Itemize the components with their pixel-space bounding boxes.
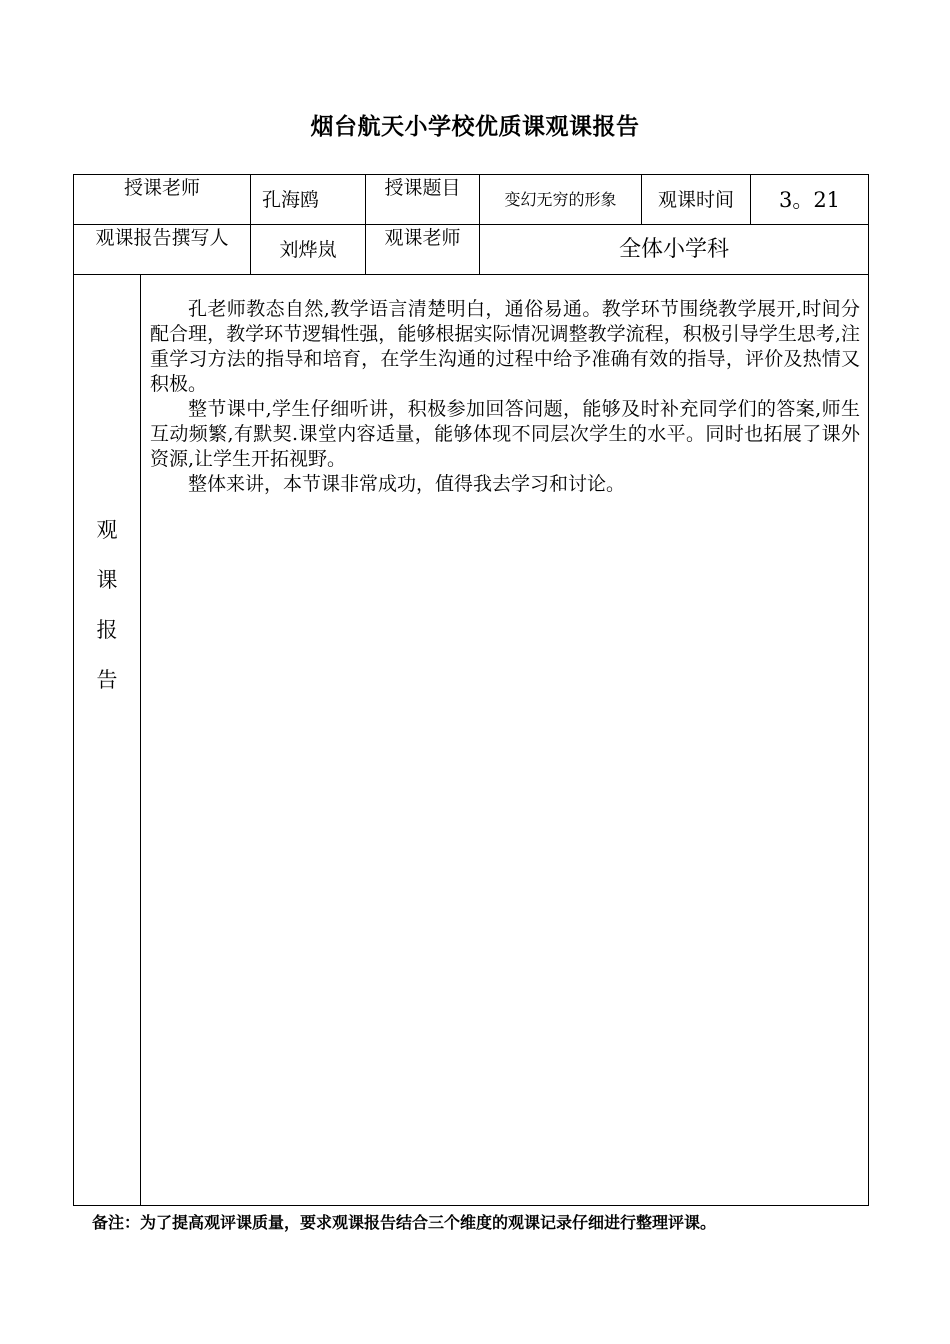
report-label-char: 观 [96,518,118,542]
writer-value: 刘烨岚 [279,239,337,261]
report-paragraph: 整体来讲，本节课非常成功，值得我去学习和讨论。 [188,473,626,495]
report-paragraph: 整节课中,学生仔细听讲，积极参加回答问题，能够及时补充同学们的答案,师生互动频繁,有默契.课堂内容适量，能够体现不同层次学生的水平。同时也拓展了课外资源,让学生开拓视野。 [150,398,860,470]
report-body [150,297,860,497]
teacher-label: 授课老师 [123,177,200,199]
topic-label: 授课题目 [384,177,461,199]
observer-value: 全体小学科 [618,237,729,262]
footer-note: 备注：为了提高观评课质量，要求观课报告结合三个维度的观课记录仔细进行整理评课。 [92,1213,717,1232]
table-border-right [868,174,869,1206]
table-border-bottom [73,1205,869,1206]
report-label-char: 课 [96,568,118,592]
page-title: 烟台航天小学校优质课观课报告 [310,113,640,140]
teacher-value: 孔海鸥 [262,189,320,211]
row1-divider-1 [250,174,251,224]
report-label-char: 报 [96,618,118,642]
table-divider-row1 [73,224,869,225]
report-section-label [74,512,140,712]
writer-label: 观课报告撰写人 [95,227,229,249]
report-label-char: 告 [96,668,118,692]
observer-label: 观课老师 [384,227,461,249]
report-paragraph: 孔老师教态自然,教学语言清楚明白，通俗易通。教学环节围绕教学展开,时间分配合理，教学环节逻辑性强，能够根据实际情况调整教学流程，积极引导学生思考,注重学习方法的指导和培育，在学生沟通的过程中给予准确有效的指导，评价及热情又积极。 [150,298,860,395]
table-divider-row2 [73,274,869,275]
report-label-divider [140,274,141,1206]
topic-value: 变幻无穷的形象 [504,190,617,209]
time-value: 3。21 [778,188,841,212]
time-label: 观课时间 [657,189,734,211]
